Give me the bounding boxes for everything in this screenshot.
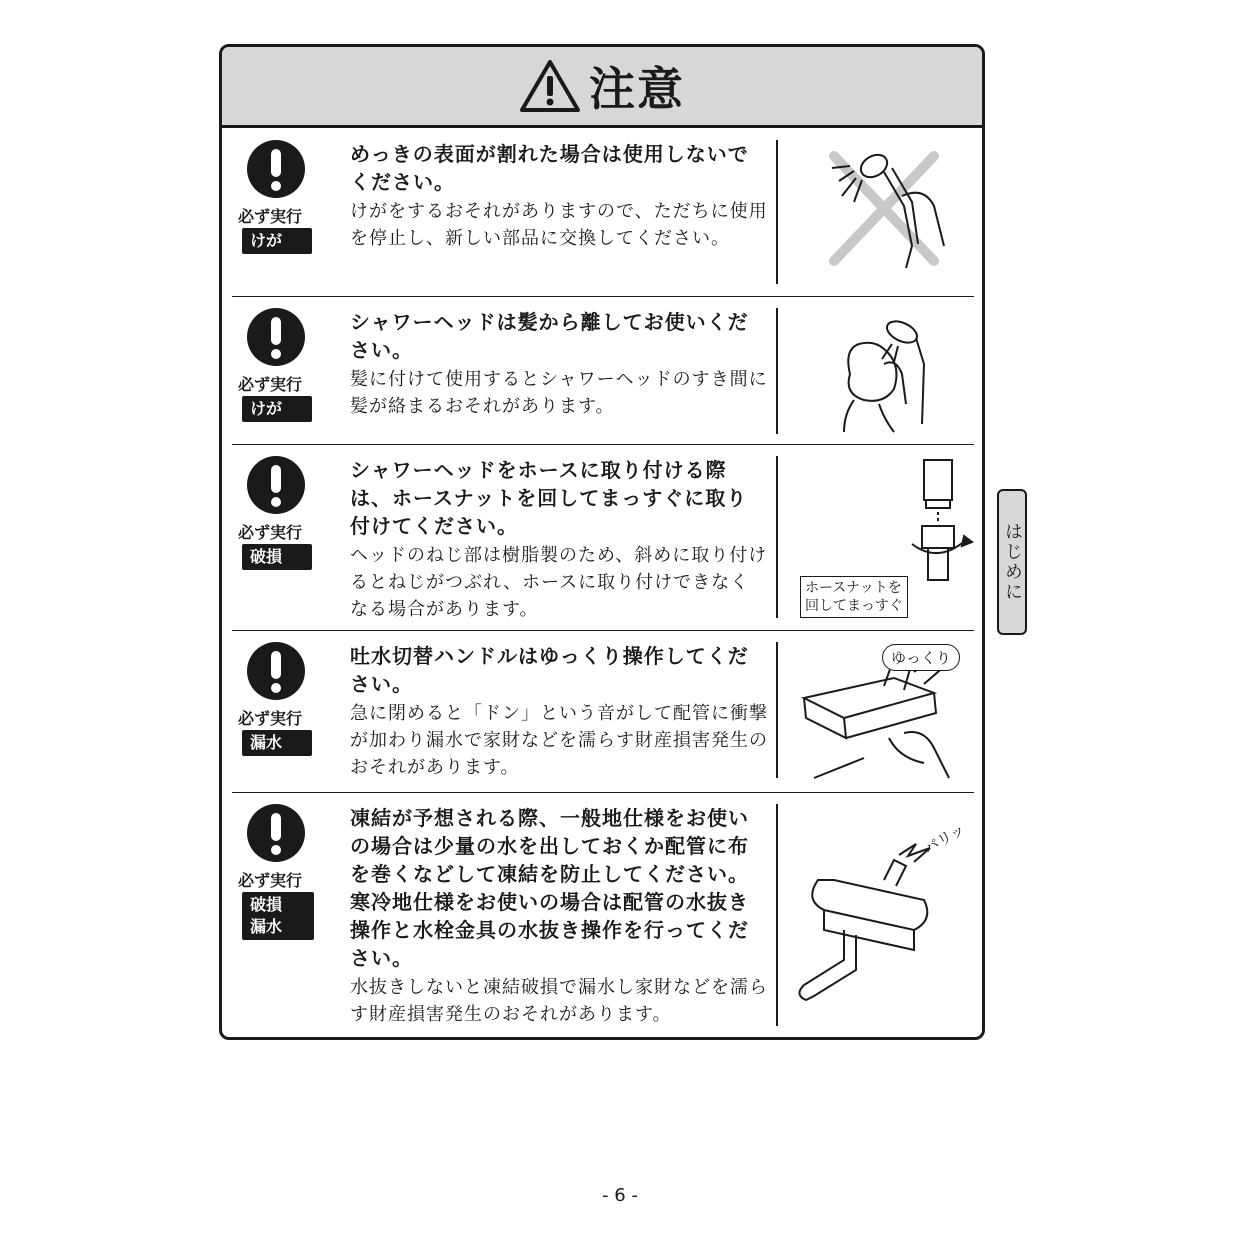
must-do-label: 必ず実行	[238, 871, 303, 890]
frozen-pipe-illustration	[784, 800, 984, 1020]
must-do-label: 必ず実行	[238, 709, 303, 728]
hose-nut-callout	[800, 576, 908, 618]
hazard-tag: 破損	[242, 544, 312, 570]
item-content	[350, 308, 778, 434]
hazard-tag: 漏水	[242, 730, 312, 756]
hose-nut-illustration	[784, 452, 984, 622]
item-heading: 吐水切替ハンドルはゆっくり操作してください。	[350, 644, 749, 696]
cracked-shower-head-illustration	[784, 136, 984, 276]
caution-item	[232, 128, 974, 297]
exclamation-circle-icon	[247, 308, 305, 366]
hair-shower-illustration	[784, 304, 984, 434]
must-do-label: 必ず実行	[238, 207, 303, 226]
hazard-tag-line: 破損	[250, 895, 283, 914]
hazard-tag: けが	[242, 396, 312, 422]
slow-handle-illustration	[784, 638, 984, 784]
caution-item	[232, 792, 974, 1034]
callout-line: ホースナットを	[805, 580, 902, 596]
item-body: 急に閉めると「ドン」という音がして配管に衝撃が加わり漏水で家財などを濡らす財産損害発生のおそれがあります。	[350, 703, 768, 778]
header-title: 注意	[589, 62, 685, 116]
section-side-tab[interactable]: はじめに	[997, 489, 1027, 635]
exclamation-circle-icon	[247, 642, 305, 700]
hazard-tag	[242, 892, 314, 940]
item-body: けがをするおそれがありますので、ただちに使用を停止し、新しい部品に交換してください。	[350, 201, 768, 249]
item-heading: めっきの表面が割れた場合は使用しないでください。	[350, 142, 749, 194]
caution-item	[232, 296, 974, 445]
item-content	[350, 456, 778, 618]
callout-line: 回してまっすぐ	[805, 598, 903, 614]
item-heading: 凍結が予想される際、一般地仕様をお使いの場合は少量の水を出しておくか配管に布を巻くなどして凍結を防止してください。寒冷地仕様をお使いの場合は配管の水抜き操作と水栓金具の水抜き操作を行ってください。	[350, 806, 749, 970]
page-number: - 6 -	[602, 1185, 638, 1206]
must-do-label: 必ず実行	[238, 375, 303, 394]
item-body: 水抜きしないと凍結破損で漏水し家財などを濡らす財産損害発生のおそれがあります。	[350, 977, 768, 1025]
hazard-tag-line: 漏水	[250, 917, 283, 936]
exclamation-circle-icon	[247, 456, 305, 514]
exclamation-circle-icon	[247, 804, 305, 862]
exclamation-circle-icon	[247, 140, 305, 198]
item-content	[350, 140, 778, 284]
caution-frame	[219, 44, 985, 1040]
item-content	[350, 642, 778, 778]
must-do-label: 必ず実行	[238, 523, 303, 542]
item-heading: シャワーヘッドをホースに取り付ける際は、ホースナットを回してまっすぐに取り付けてください。	[350, 458, 748, 538]
slowly-callout: ゆっくり	[882, 644, 960, 671]
warning-triangle-icon	[519, 59, 581, 113]
item-heading: シャワーヘッドは髪から離してお使いください。	[350, 310, 749, 362]
caution-item	[232, 630, 974, 793]
hazard-tag: けが	[242, 228, 312, 254]
item-content	[350, 804, 778, 1026]
item-body: 髪に付けて使用するとシャワーヘッドのすき間に髪が絡まるおそれがあります。	[350, 369, 768, 417]
crack-sound-callout: パリッ	[920, 820, 969, 858]
caution-item	[232, 444, 974, 631]
item-body: ヘッドのねじ部は樹脂製のため、斜めに取り付けるとねじがつぶれ、ホースに取り付けできなくなる場合があります。	[350, 545, 768, 620]
caution-header	[222, 47, 982, 128]
